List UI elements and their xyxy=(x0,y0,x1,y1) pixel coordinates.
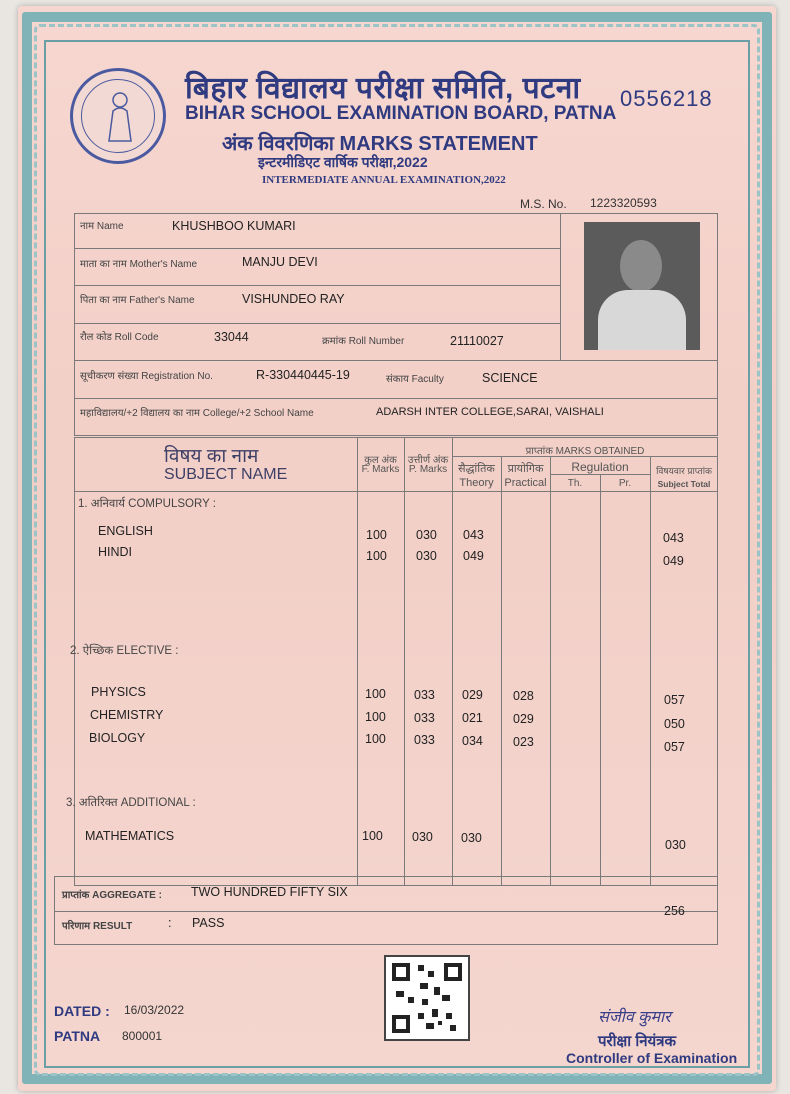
controller-title-english: Controller of Examination xyxy=(566,1050,738,1066)
theory-marks: 043 xyxy=(463,528,484,542)
student-photo xyxy=(584,222,700,350)
practical-marks: 029 xyxy=(513,712,534,726)
registration-number: R-330440445-19 xyxy=(256,368,350,382)
full-marks: 100 xyxy=(366,549,387,563)
photo-face xyxy=(620,240,662,292)
result-value: PASS xyxy=(192,916,225,930)
full-marks: 100 xyxy=(365,687,386,701)
mother-name-label: माता का नाम Mother's Name xyxy=(80,259,198,270)
controller-signature: संजीव कुमार xyxy=(598,1009,671,1026)
board-seal-logo xyxy=(70,68,166,164)
practical-marks: 028 xyxy=(513,689,534,703)
divider xyxy=(74,323,560,324)
divider xyxy=(74,398,718,399)
place-label: PATNA xyxy=(54,1028,101,1044)
registration-label: सूचीकरण संख्या Registration No. xyxy=(80,371,213,382)
practical-header-hindi: प्रायोगिक xyxy=(507,463,544,475)
pass-marks: 030 xyxy=(416,549,437,563)
serial-number: 0556218 xyxy=(620,86,713,111)
subject-header-hindi: विषय का नाम xyxy=(164,446,259,467)
father-name-label: पिता का नाम Father's Name xyxy=(80,295,195,306)
column-divider xyxy=(357,437,358,886)
pass-marks: 030 xyxy=(416,528,437,542)
subject-name: MATHEMATICS xyxy=(85,829,175,843)
qr-code xyxy=(384,955,470,1041)
column-divider xyxy=(404,437,405,886)
section-elective: 2. ऐच्छिक ELECTIVE : xyxy=(70,645,179,657)
subject-total: 043 xyxy=(663,531,684,545)
ms-no-value: 1223320593 xyxy=(590,196,657,210)
subject-total: 030 xyxy=(665,838,686,852)
divider xyxy=(560,213,561,360)
regulation-pr-header: Pr. xyxy=(618,478,632,489)
table-header-divider xyxy=(74,491,718,492)
subject-total: 050 xyxy=(664,717,685,731)
theory-marks: 021 xyxy=(462,711,483,725)
father-name: VISHUNDEO RAY xyxy=(242,292,345,306)
section-compulsory: 1. अनिवार्य COMPULSORY : xyxy=(78,498,216,510)
f-marks-header-hindi: कुल अंक xyxy=(364,455,397,466)
practical-marks: 023 xyxy=(513,735,534,749)
mother-name: MANJU DEVI xyxy=(242,255,318,269)
full-marks: 100 xyxy=(365,732,386,746)
marks-statement-title: अंक विवरणिका MARKS STATEMENT xyxy=(222,133,538,155)
seal-figure-icon xyxy=(103,91,137,143)
column-divider xyxy=(650,456,651,886)
theory-header-hindi: सैद्धांतिक xyxy=(458,463,495,475)
subject-name: PHYSICS xyxy=(91,685,146,699)
theory-marks: 030 xyxy=(461,831,482,845)
aggregate-total: 256 xyxy=(664,904,685,918)
aggregate-label: प्राप्तांक AGGREGATE : xyxy=(62,890,162,901)
result-separator: : xyxy=(168,916,172,930)
subject-total: 057 xyxy=(664,740,685,754)
theory-marks: 029 xyxy=(462,688,483,702)
pass-marks: 033 xyxy=(414,733,435,747)
subject-name: CHEMISTRY xyxy=(90,708,164,722)
subject-name: HINDI xyxy=(98,545,133,559)
dated-value: 16/03/2022 xyxy=(124,1003,185,1017)
aggregate-in-words: TWO HUNDRED FIFTY SIX xyxy=(191,885,348,899)
pin-code: 800001 xyxy=(122,1029,163,1043)
p-marks-header-hindi: उत्तीर्ण अंक xyxy=(407,455,449,466)
board-title-hindi: बिहार विद्यालय परीक्षा समिति, पटना xyxy=(185,72,581,105)
pass-marks: 033 xyxy=(414,688,435,702)
marks-obtained-header: प्राप्तांक MARKS OBTAINED xyxy=(525,446,645,457)
college-label: महाविद्यालय/+2 विद्यालय का नाम College/+2 School Name xyxy=(80,408,314,419)
theory-marks: 034 xyxy=(462,734,483,748)
section-additional: 3. अतिरिक्त ADDITIONAL : xyxy=(66,797,196,809)
theory-header: Theory xyxy=(459,477,494,489)
subject-header-english: SUBJECT NAME xyxy=(164,466,288,483)
full-marks: 100 xyxy=(365,710,386,724)
f-marks-header: F. Marks xyxy=(361,464,400,475)
qr-pattern xyxy=(392,963,462,1033)
theory-marks: 049 xyxy=(463,549,484,563)
divider xyxy=(74,360,718,361)
full-marks: 100 xyxy=(366,528,387,542)
student-name: KHUSHBOO KUMARI xyxy=(172,219,296,233)
column-divider xyxy=(501,456,502,886)
subject-total-header-hindi: विषयवार प्राप्तांक xyxy=(656,466,712,476)
pass-marks: 030 xyxy=(412,830,433,844)
subject-total: 057 xyxy=(664,693,685,707)
divider xyxy=(54,911,718,912)
result-label: परिणाम RESULT xyxy=(62,921,133,932)
faculty: SCIENCE xyxy=(482,371,538,385)
divider xyxy=(74,285,560,286)
exam-title-english: INTERMEDIATE ANNUAL EXAMINATION,2022 xyxy=(262,174,506,186)
p-marks-header: P. Marks xyxy=(408,464,448,475)
faculty-label: संकाय Faculty xyxy=(386,374,444,385)
divider xyxy=(74,248,560,249)
subject-total-header: Subject Total xyxy=(657,479,711,489)
subject-total: 049 xyxy=(663,554,684,568)
pass-marks: 033 xyxy=(414,711,435,725)
photo-body xyxy=(598,290,686,350)
practical-header: Practical xyxy=(504,477,547,489)
dated-label: DATED : xyxy=(54,1003,110,1019)
regulation-header: Regulation xyxy=(571,460,629,474)
column-divider xyxy=(600,474,601,886)
roll-code: 33044 xyxy=(214,330,249,344)
column-divider xyxy=(550,456,551,886)
college-name: ADARSH INTER COLLEGE,SARAI, VAISHALI xyxy=(376,406,604,418)
exam-title-hindi: इन्टरमीडिएट वार्षिक परीक्षा,2022 xyxy=(258,154,428,170)
regulation-th-header: Th. xyxy=(567,478,583,489)
roll-number-label: क्रमांक Roll Number xyxy=(322,336,405,347)
board-title-english: BIHAR SCHOOL EXAMINATION BOARD, PATNA xyxy=(185,103,617,124)
subject-name: BIOLOGY xyxy=(89,731,146,745)
controller-title-hindi: परीक्षा नियंत्रक xyxy=(598,1033,677,1050)
name-label: नाम Name xyxy=(80,221,124,232)
roll-number: 21110027 xyxy=(450,334,504,348)
column-divider xyxy=(452,437,453,886)
full-marks: 100 xyxy=(362,829,383,843)
subject-name: ENGLISH xyxy=(98,524,153,538)
roll-code-label: रौल कोड Roll Code xyxy=(80,332,159,343)
ms-no-label: M.S. No. xyxy=(520,197,567,211)
